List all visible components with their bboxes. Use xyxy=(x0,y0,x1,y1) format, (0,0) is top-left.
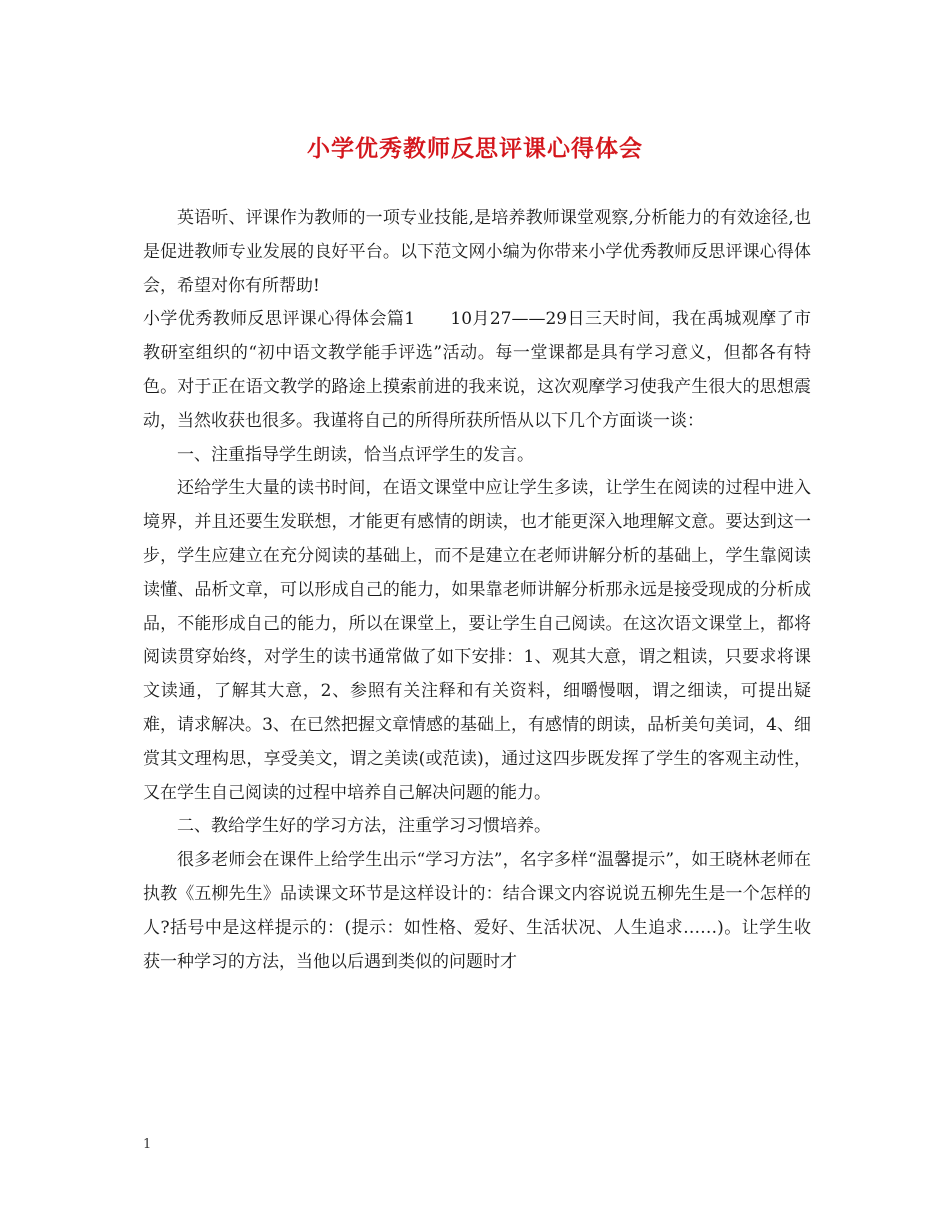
heading-two: 二、教给学生好的学习方法，注重学习习惯培养。 xyxy=(177,816,551,837)
document-title: 小学优秀教师反思评课心得体会 xyxy=(307,135,643,162)
document-body xyxy=(143,202,811,979)
method-paragraph: 很多老师会在课件上给学生出示“学习方法”，名字多样“温馨提示”，如王晓林老师在执教《五柳先生》品读课文环节是这样设计的：结合课文内容说说五柳先生是一个怎样的人?括号中是这样提示的：(提示：如性格、爱好、生活状况、人生追求……)。让学生收获一种学习的方法，当他以后遇到类似的问题时才 xyxy=(143,850,811,972)
heading-one: 一、注重指导学生朗读，恰当点评学生的发言。 xyxy=(177,444,534,465)
section-intro-paragraph: 小学优秀教师反思评课心得体会篇1 10月27——29日三天时间，我在禹城观摩了市教研室组织的“初中语文教学能手评选”活动。每一堂课都是具有学习意义，但都各有特色。对于正在语文教学的路途上摸索前进的我来说，这次观摩学习使我产生很大的思想震动，当然收获也很多。我谨将自己的所得所获所悟从以下几个方面谈一谈： xyxy=(143,309,811,431)
reading-paragraph: 还给学生大量的读书时间，在语文课堂中应让学生多读，让学生在阅读的过程中进入境界，并且还要生发联想，才能更有感情的朗读，也才能更深入地理解文意。要达到这一步，学生应建立在充分阅读的基础上，而不是建立在老师讲解分析的基础上，学生靠阅读读懂、品析文章，可以形成自己的能力，如果靠老师讲解分析那永远是接受现成的分析成品，不能形成自己的能力，所以在课堂上，要让学生自己阅读。在这次语文课堂上，都将阅读贯穿始终，对学生的读书通常做了如下安排：1、观其大意，谓之粗读，只要求将课文读通，了解其大意，2、参照有关注释和有关资料，细嚼慢咽，谓之细读，可提出疑难，请求解决。3、在已然把握文章情感的基础上，有感情的朗读，品析美句美词，4、细赏其文理构思，享受美文，谓之美读(或范读)，通过这四步既发挥了学生的客观主动性，又在学生自己阅读的过程中培养自己解决问题的能力。 xyxy=(143,478,811,803)
intro-paragraph: 英语听、评课作为教师的一项专业技能,是培养教师课堂观察,分析能力的有效途径,也是促进教师专业发展的良好平台。以下范文网小编为你带来小学优秀教师反思评课心得体会，希望对你有所帮助! xyxy=(143,208,811,296)
page-number: 1 xyxy=(143,1137,152,1152)
